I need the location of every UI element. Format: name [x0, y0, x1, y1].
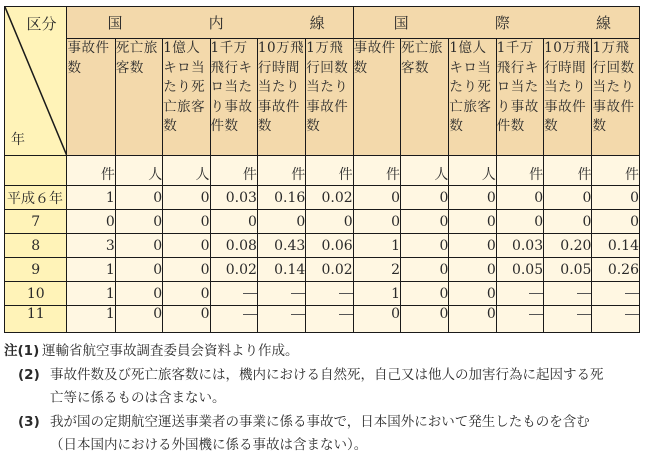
- value-cell: 0.08: [210, 234, 257, 258]
- unit-cell: 件: [306, 156, 353, 186]
- value-cell: 0: [401, 186, 449, 210]
- column-header: 1千万飛行キロ当たり事故件数: [496, 39, 543, 156]
- column-header: 10万飛行時間当たり事故件数: [257, 39, 305, 156]
- dash-mark: [291, 314, 305, 315]
- group-char: 際: [494, 14, 510, 32]
- value-cell: 1: [67, 258, 115, 282]
- value-cell: 0: [115, 258, 162, 282]
- year-cell: 10: [5, 282, 67, 306]
- note-text: 運輸省航空事故調査委員会資料より作成。: [42, 343, 299, 359]
- unit-cell: 件: [353, 156, 400, 186]
- value-cell: [257, 282, 305, 306]
- dash-mark: [243, 314, 257, 315]
- note-number: 注(1): [4, 343, 40, 359]
- unit-cell: 人: [115, 156, 162, 186]
- value-cell: 0: [115, 306, 162, 333]
- year-cell: 11: [5, 306, 67, 333]
- table-row: [5, 306, 640, 333]
- value-cell: 0: [257, 210, 305, 234]
- value-cell: 0: [449, 210, 496, 234]
- data-rows: [5, 186, 640, 333]
- value-cell: 1: [67, 186, 115, 210]
- value-cell: 0: [353, 306, 400, 333]
- group-char: 線: [595, 14, 611, 32]
- value-cell: [210, 306, 257, 333]
- value-cell: 0.14: [592, 234, 640, 258]
- value-cell: 0: [449, 282, 496, 306]
- value-cell: 0.05: [544, 258, 592, 282]
- value-cell: 3: [67, 234, 115, 258]
- value-cell: 1: [67, 282, 115, 306]
- dash-mark: [339, 314, 353, 315]
- value-cell: 0: [592, 210, 640, 234]
- column-header: 1億人キロ当たり死亡旅客数: [449, 39, 496, 156]
- column-header: 死亡旅客数: [115, 39, 162, 156]
- value-cell: 0: [401, 258, 449, 282]
- category-label: 区分: [26, 15, 57, 33]
- value-cell: 0: [401, 282, 449, 306]
- value-cell: 0: [449, 234, 496, 258]
- group-char: 内: [208, 14, 224, 32]
- note-3: [4, 411, 610, 458]
- value-cell: 0.02: [306, 258, 353, 282]
- value-cell: 0.02: [306, 186, 353, 210]
- note-1: [4, 340, 610, 364]
- value-cell: 0.03: [210, 186, 257, 210]
- value-cell: 0: [544, 210, 592, 234]
- unit-cell: 件: [210, 156, 257, 186]
- unit-cell: 件: [592, 156, 640, 186]
- column-header: 1億人キロ当たり死亡旅客数: [163, 39, 210, 156]
- unit-cell: 件: [67, 156, 115, 186]
- value-cell: 0: [401, 234, 449, 258]
- column-header: 1万飛行回数当たり事故件数: [306, 39, 353, 156]
- group-char: 国: [393, 14, 409, 32]
- value-cell: [592, 282, 640, 306]
- value-cell: [544, 306, 592, 333]
- value-cell: 0.05: [496, 258, 543, 282]
- value-cell: 0: [401, 210, 449, 234]
- value-cell: 0.14: [257, 258, 305, 282]
- value-cell: 0.06: [306, 234, 353, 258]
- value-cell: [496, 306, 543, 333]
- year-cell: 8: [5, 234, 67, 258]
- group-char: 線: [309, 14, 325, 32]
- value-cell: 0: [115, 234, 162, 258]
- value-cell: 0.03: [496, 234, 543, 258]
- column-header: 1千万飛行キロ当たり事故件数: [210, 39, 257, 156]
- dash-mark: [291, 293, 305, 294]
- group-char: 国: [107, 14, 123, 32]
- unit-cell: 人: [163, 156, 210, 186]
- value-cell: 0: [163, 234, 210, 258]
- value-cell: [210, 282, 257, 306]
- value-cell: 0: [163, 306, 210, 333]
- dash-mark: [529, 293, 543, 294]
- column-header: 事故件数: [67, 39, 115, 156]
- note-text: 事故件数及び死亡旅客数には，機内における自然死，自己又は他人の加害行為に起因する死亡等に係るものは含まない。: [50, 366, 604, 406]
- value-cell: [496, 282, 543, 306]
- value-cell: 0: [306, 210, 353, 234]
- table-row: [5, 258, 640, 282]
- value-cell: 0: [496, 210, 543, 234]
- value-cell: 0: [544, 186, 592, 210]
- note-number: (3): [18, 413, 40, 430]
- value-cell: 0.16: [257, 186, 305, 210]
- table-row: [5, 186, 640, 210]
- column-header: 死亡旅客数: [401, 39, 449, 156]
- value-cell: 0: [353, 186, 400, 210]
- value-cell: 0: [449, 186, 496, 210]
- value-cell: [257, 306, 305, 333]
- row-label: [5, 156, 67, 186]
- value-cell: 0: [163, 282, 210, 306]
- value-cell: 2: [353, 258, 400, 282]
- unit-cell: 件: [257, 156, 305, 186]
- unit-cell: 人: [401, 156, 449, 186]
- year-cell: 7: [5, 210, 67, 234]
- notes: [4, 340, 610, 458]
- value-cell: 0: [449, 306, 496, 333]
- value-cell: 0: [67, 210, 115, 234]
- column-header: 10万飛行時間当たり事故件数: [544, 39, 592, 156]
- value-cell: 0: [496, 186, 543, 210]
- accident-statistics-table: [4, 6, 640, 333]
- dash-mark: [577, 293, 591, 294]
- value-cell: 0: [163, 186, 210, 210]
- value-cell: 1: [353, 282, 400, 306]
- value-cell: 0: [115, 282, 162, 306]
- column-header: 1万飛行回数当たり事故件数: [592, 39, 640, 156]
- table-row: [5, 210, 640, 234]
- value-cell: [592, 306, 640, 333]
- value-cell: 0: [401, 306, 449, 333]
- year-label: 年: [11, 132, 25, 148]
- units-row: [5, 156, 640, 186]
- corner-header: [5, 7, 67, 156]
- dash-mark: [243, 293, 257, 294]
- value-cell: 0: [163, 210, 210, 234]
- unit-cell: 件: [544, 156, 592, 186]
- value-cell: [544, 282, 592, 306]
- value-cell: [306, 282, 353, 306]
- dash-mark: [339, 293, 353, 294]
- value-cell: 0: [115, 210, 162, 234]
- unit-cell: 件: [496, 156, 543, 186]
- international-group-header: [353, 7, 639, 39]
- dash-mark: [529, 314, 543, 315]
- value-cell: 0.02: [210, 258, 257, 282]
- table-row: [5, 234, 640, 258]
- value-cell: 0.20: [544, 234, 592, 258]
- value-cell: 1: [353, 234, 400, 258]
- value-cell: [306, 306, 353, 333]
- column-header: 事故件数: [353, 39, 400, 156]
- dash-mark: [625, 293, 639, 294]
- domestic-group-header: [67, 7, 353, 39]
- value-cell: 0.43: [257, 234, 305, 258]
- value-cell: 0: [449, 258, 496, 282]
- value-cell: 0: [592, 186, 640, 210]
- unit-cell: 人: [449, 156, 496, 186]
- dash-mark: [625, 314, 639, 315]
- note-number: (2): [18, 366, 40, 383]
- table-row: [5, 282, 640, 306]
- dash-mark: [577, 314, 591, 315]
- note-2: [4, 364, 610, 411]
- year-cell: 9: [5, 258, 67, 282]
- note-text: 我が国の定期航空運送事業者の事業に係る事故で，日本国外において発生したものを含む（日本国内における外国機に係る事故は含まない）。: [50, 413, 590, 453]
- year-cell: 平成６年: [5, 186, 67, 210]
- value-cell: 0: [115, 186, 162, 210]
- value-cell: 0: [163, 258, 210, 282]
- value-cell: 1: [67, 306, 115, 333]
- value-cell: 0: [353, 210, 400, 234]
- value-cell: 0: [210, 210, 257, 234]
- value-cell: 0.26: [592, 258, 640, 282]
